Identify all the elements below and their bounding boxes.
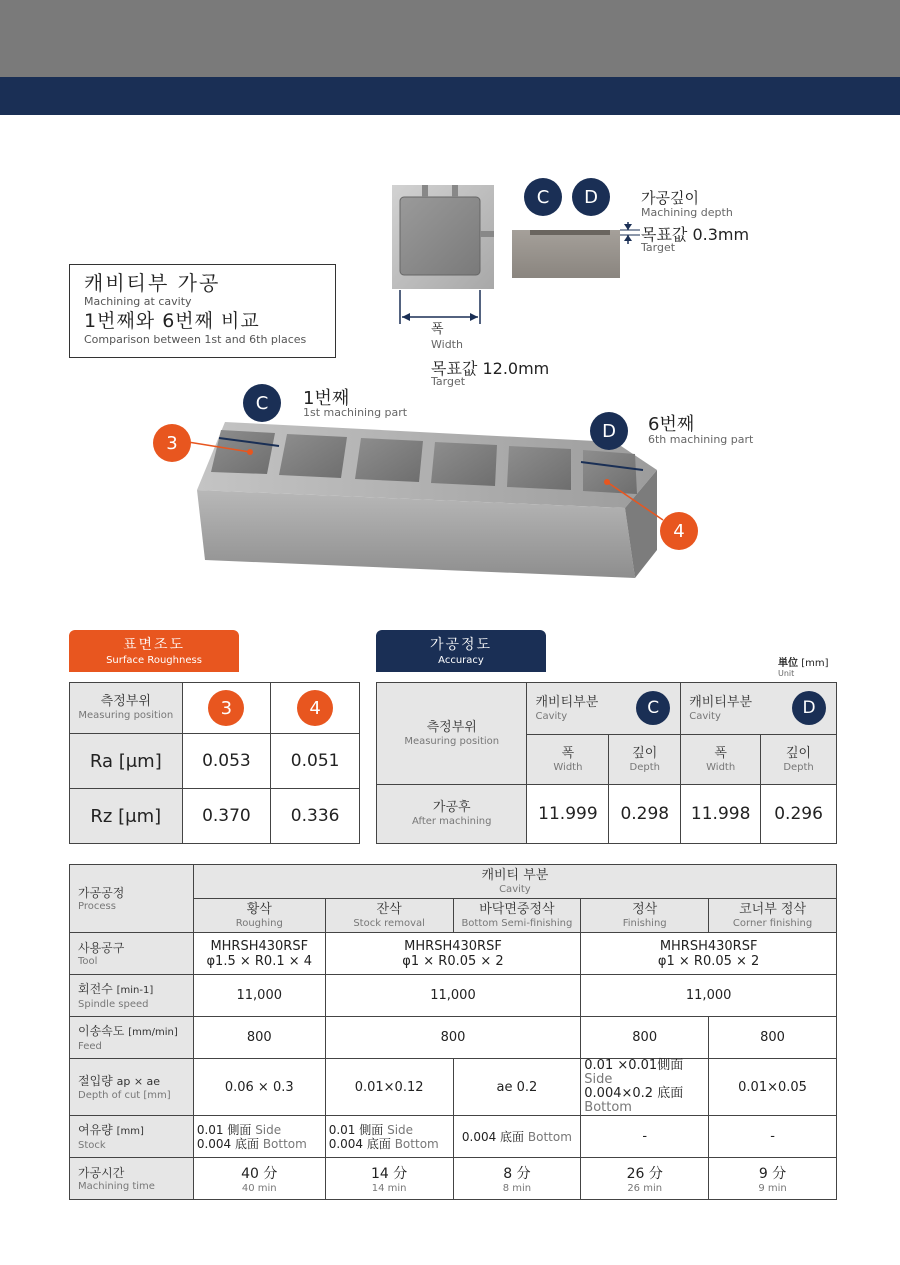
doc-finishing-bottom-en: Bottom xyxy=(584,1100,632,1115)
acc-value-d-width: 11.998 xyxy=(681,785,761,844)
stage-corner-en: Corner finishing xyxy=(732,917,813,929)
cavity-ko: 캐비티 부분 xyxy=(481,867,549,883)
roughness-marker-3: 3 xyxy=(208,690,244,726)
roughness-tab-ko: 표면조도 xyxy=(122,637,186,653)
feed-finishing: 800 xyxy=(581,1017,709,1059)
time-semi-en: 8 min xyxy=(502,1182,532,1194)
process-table xyxy=(69,864,837,1200)
tool-en: Tool xyxy=(78,955,98,967)
accuracy-marker-c: C xyxy=(636,691,670,725)
width-target-ko: 목표값 12.0mm xyxy=(431,359,550,378)
feed-unit: [mm/min] xyxy=(128,1026,178,1038)
roughness-position-ko: 측정부위 xyxy=(100,694,151,709)
stage-roughing-ko: 황삭 xyxy=(246,901,272,917)
acc-c-depth-header xyxy=(609,735,681,785)
tool-roughing-spec: φ1.5 × R0.1 × 4 xyxy=(206,953,313,969)
marker-d-top: D xyxy=(572,178,610,216)
acc-value-c-depth: 0.298 xyxy=(609,785,681,844)
stock-stock-removal xyxy=(325,1116,453,1158)
tool-roughing-name: MHRSH430RSF xyxy=(210,938,309,954)
accuracy-position-ko: 측정부위 xyxy=(426,719,477,735)
stock-roughing-bottom: 0.004 底面 xyxy=(196,1136,259,1151)
first-part-en: 1st machining part xyxy=(303,406,408,419)
marker-c-top: C xyxy=(524,178,562,216)
stage-roughing xyxy=(193,899,325,933)
doc-ko: 절입량 xyxy=(78,1073,113,1088)
time-semi xyxy=(453,1158,581,1200)
feed-en: Feed xyxy=(78,1040,102,1052)
section-title-box xyxy=(69,264,336,358)
width-label-ko: 폭 xyxy=(431,322,444,337)
depth-target-en: Target xyxy=(641,241,676,254)
marker-3: 3 xyxy=(153,424,191,462)
process-ko: 가공공정 xyxy=(78,885,125,900)
acc-d-width-header xyxy=(681,735,761,785)
stock-removal-bottom: 0.004 底面 xyxy=(328,1136,391,1151)
tool-finishing xyxy=(581,933,837,975)
ra-label: Ra [μm] xyxy=(70,734,183,789)
acc-value-c-width: 11.999 xyxy=(527,785,609,844)
stock-unit: [mm] xyxy=(116,1125,144,1137)
stock-removal-side: 0.01 側面 xyxy=(328,1122,384,1137)
stage-bottom-semi xyxy=(453,899,581,933)
time-en: Machining time xyxy=(78,1180,155,1192)
tool-stock-semi-name: MHRSH430RSF xyxy=(404,938,502,954)
doc-finishing xyxy=(581,1059,709,1116)
spindle-roughing: 11,000 xyxy=(193,975,325,1017)
cavity-top-view-image xyxy=(392,185,494,289)
time-finishing-ko: 26 分 xyxy=(626,1165,663,1182)
first-part-ko: 1번째 xyxy=(303,388,350,409)
after-machining-label xyxy=(377,785,527,844)
doc-label xyxy=(70,1059,194,1116)
time-finishing xyxy=(581,1158,709,1200)
stock-roughing-side-en: Side xyxy=(255,1122,282,1137)
acc-value-d-depth: 0.296 xyxy=(761,785,837,844)
stage-roughing-en: Roughing xyxy=(235,917,283,929)
stage-stock-removal-ko: 잔삭 xyxy=(376,901,402,917)
process-header xyxy=(70,865,194,933)
accuracy-header-cavity-c xyxy=(527,683,681,735)
cavity-d-en: Cavity xyxy=(689,710,721,722)
doc-finishing-side-en: Side xyxy=(584,1072,613,1087)
unit-en: Unit xyxy=(778,669,795,678)
marker-c-part: C xyxy=(243,384,281,422)
stock-en: Stock xyxy=(78,1139,106,1151)
roughness-header-3 xyxy=(182,683,271,734)
feed-ko: 이송속도 xyxy=(78,1023,125,1038)
accuracy-header-position xyxy=(377,683,527,785)
time-roughing xyxy=(193,1158,325,1200)
doc-sym: ap × ae xyxy=(116,1074,161,1088)
after-machining-ko: 가공후 xyxy=(432,800,471,815)
doc-finishing-bottom: 0.004×0.2 底面 xyxy=(584,1086,684,1101)
stage-corner-ko: 코너부 정삭 xyxy=(739,901,807,917)
rz-label: Rz [μm] xyxy=(70,789,183,844)
tool-roughing xyxy=(193,933,325,975)
stock-roughing xyxy=(193,1116,325,1158)
spindle-unit: [min-1] xyxy=(116,984,154,996)
acc-c-width-header xyxy=(527,735,609,785)
tool-ko: 사용공구 xyxy=(78,940,125,955)
ra-value-4: 0.051 xyxy=(271,734,360,789)
time-stock-en: 14 min xyxy=(371,1182,407,1194)
acc-c-depth-en: Depth xyxy=(629,761,661,773)
tool-label xyxy=(70,933,194,975)
stage-bottom-semi-ko: 바닥면중정삭 xyxy=(479,901,555,917)
roughness-header-position xyxy=(70,683,183,734)
cavity-c-en: Cavity xyxy=(535,710,568,722)
leader-lines xyxy=(185,440,705,540)
process-en: Process xyxy=(78,900,116,912)
accuracy-tab xyxy=(376,630,546,672)
unit-label xyxy=(778,654,828,669)
depth-label-en: Machining depth xyxy=(641,206,733,219)
depth-cross-section-image xyxy=(510,222,650,280)
roughness-tab-en: Surface Roughness xyxy=(106,655,202,666)
acc-d-depth-en: Depth xyxy=(783,761,814,773)
accuracy-position-en: Measuring position xyxy=(404,735,500,747)
stage-stock-removal xyxy=(325,899,453,933)
accuracy-marker-d: D xyxy=(792,691,826,725)
stock-removal-side-en: Side xyxy=(387,1122,414,1137)
spindle-en: Spindle speed xyxy=(78,998,149,1010)
surface-roughness-tab xyxy=(69,630,239,672)
acc-c-width-en: Width xyxy=(553,761,583,773)
time-roughing-ko: 40 分 xyxy=(241,1165,278,1182)
after-machining-en: After machining xyxy=(411,816,492,827)
stock-roughing-bottom-en: Bottom xyxy=(262,1136,307,1151)
time-corner-en: 9 min xyxy=(758,1182,787,1194)
stock-semi-value: 0.004 底面 xyxy=(461,1130,525,1144)
tool-finishing-spec: φ1 × R0.05 × 2 xyxy=(657,953,760,969)
title-ko-2: 1번째와 6번째 비교 xyxy=(84,310,260,332)
stock-label xyxy=(70,1116,194,1158)
time-ko: 가공시간 xyxy=(78,1165,125,1180)
feed-stock-semi: 800 xyxy=(325,1017,581,1059)
spindle-ko: 회전수 xyxy=(78,981,113,996)
title-en-1: Machining at cavity xyxy=(84,295,192,308)
stage-finishing-en: Finishing xyxy=(622,917,667,929)
time-label xyxy=(70,1158,194,1200)
unit-ko: 単位 xyxy=(778,658,798,669)
cavity-header xyxy=(193,865,836,899)
time-finishing-en: 26 min xyxy=(627,1182,663,1194)
doc-unit: [mm] xyxy=(143,1089,171,1101)
tool-stock-semi-spec: φ1 × R0.05 × 2 xyxy=(402,953,504,969)
acc-c-width-ko: 폭 xyxy=(561,745,575,761)
time-corner xyxy=(709,1158,837,1200)
tool-stock-semi xyxy=(325,933,581,975)
acc-c-depth-ko: 깊이 xyxy=(632,745,658,761)
doc-roughing: 0.06 × 0.3 xyxy=(193,1059,325,1116)
stage-corner xyxy=(709,899,837,933)
sixth-part-en: 6th machining part xyxy=(648,433,754,446)
acc-d-depth-header xyxy=(761,735,837,785)
spindle-label xyxy=(70,975,194,1017)
doc-stock: 0.01×0.12 xyxy=(325,1059,453,1116)
accuracy-tab-ko: 가공정도 xyxy=(429,637,493,653)
stock-finishing: - xyxy=(581,1116,709,1158)
acc-d-width-en: Width xyxy=(706,761,736,773)
doc-en: Depth of cut xyxy=(78,1089,141,1101)
acc-d-width-ko: 폭 xyxy=(714,745,727,761)
stock-roughing-side: 0.01 側面 xyxy=(196,1122,252,1137)
roughness-marker-4: 4 xyxy=(297,690,333,726)
time-stock xyxy=(325,1158,453,1200)
ra-value-3: 0.053 xyxy=(182,734,271,789)
depth-target-ko: 목표값 0.3mm xyxy=(641,225,750,244)
header-gray-band xyxy=(0,0,900,77)
feed-label xyxy=(70,1017,194,1059)
cavity-d-ko: 캐비티부분 xyxy=(689,694,753,710)
time-corner-ko: 9 分 xyxy=(758,1165,787,1182)
time-roughing-en: 40 min xyxy=(241,1182,277,1194)
stock-removal-bottom-en: Bottom xyxy=(394,1136,439,1151)
stock-semi xyxy=(453,1116,581,1158)
roughness-header-4 xyxy=(271,683,360,734)
rz-value-3: 0.370 xyxy=(182,789,271,844)
stage-stock-removal-en: Stock removal xyxy=(353,917,425,929)
stock-ko: 여유량 xyxy=(78,1122,113,1137)
title-ko-1: 캐비티부 가공 xyxy=(84,271,221,295)
doc-corner: 0.01×0.05 xyxy=(709,1059,837,1116)
spindle-stock-semi: 11,000 xyxy=(325,975,581,1017)
sixth-part-ko: 6번째 xyxy=(648,414,695,435)
unit-mm: [mm] xyxy=(801,658,829,669)
accuracy-tab-en: Accuracy xyxy=(438,655,484,666)
time-stock-ko: 14 分 xyxy=(370,1165,408,1182)
marker-d-part: D xyxy=(590,412,628,450)
accuracy-table xyxy=(376,682,837,844)
rz-value-4: 0.336 xyxy=(271,789,360,844)
accuracy-header-cavity-d xyxy=(681,683,837,735)
header-navy-band xyxy=(0,77,900,115)
spindle-finishing: 11,000 xyxy=(581,975,837,1017)
doc-finishing-side: 0.01 ×0.01側面 xyxy=(584,1058,684,1073)
cavity-c-ko: 캐비티부분 xyxy=(535,694,599,710)
stock-corner: - xyxy=(709,1116,837,1158)
time-semi-ko: 8 分 xyxy=(503,1165,531,1182)
marker-4: 4 xyxy=(660,512,698,550)
stage-finishing-ko: 정삭 xyxy=(632,901,658,917)
roughness-table xyxy=(69,682,360,844)
depth-label-ko: 가공깊이 xyxy=(641,189,699,207)
stock-semi-en: Bottom xyxy=(527,1130,572,1144)
feed-corner: 800 xyxy=(709,1017,837,1059)
width-target-en: Target xyxy=(431,375,466,388)
cavity-en: Cavity xyxy=(499,883,531,895)
stage-bottom-semi-en: Bottom Semi-finishing xyxy=(461,917,573,929)
title-en-2: Comparison between 1st and 6th places xyxy=(84,333,307,346)
roughness-position-en: Measuring position xyxy=(78,710,174,721)
feed-roughing: 800 xyxy=(193,1017,325,1059)
width-label-en: Width xyxy=(431,338,463,351)
stage-finishing xyxy=(581,899,709,933)
acc-d-depth-ko: 깊이 xyxy=(785,745,812,761)
tool-finishing-name: MHRSH430RSF xyxy=(659,938,758,954)
doc-semi: ae 0.2 xyxy=(453,1059,581,1116)
